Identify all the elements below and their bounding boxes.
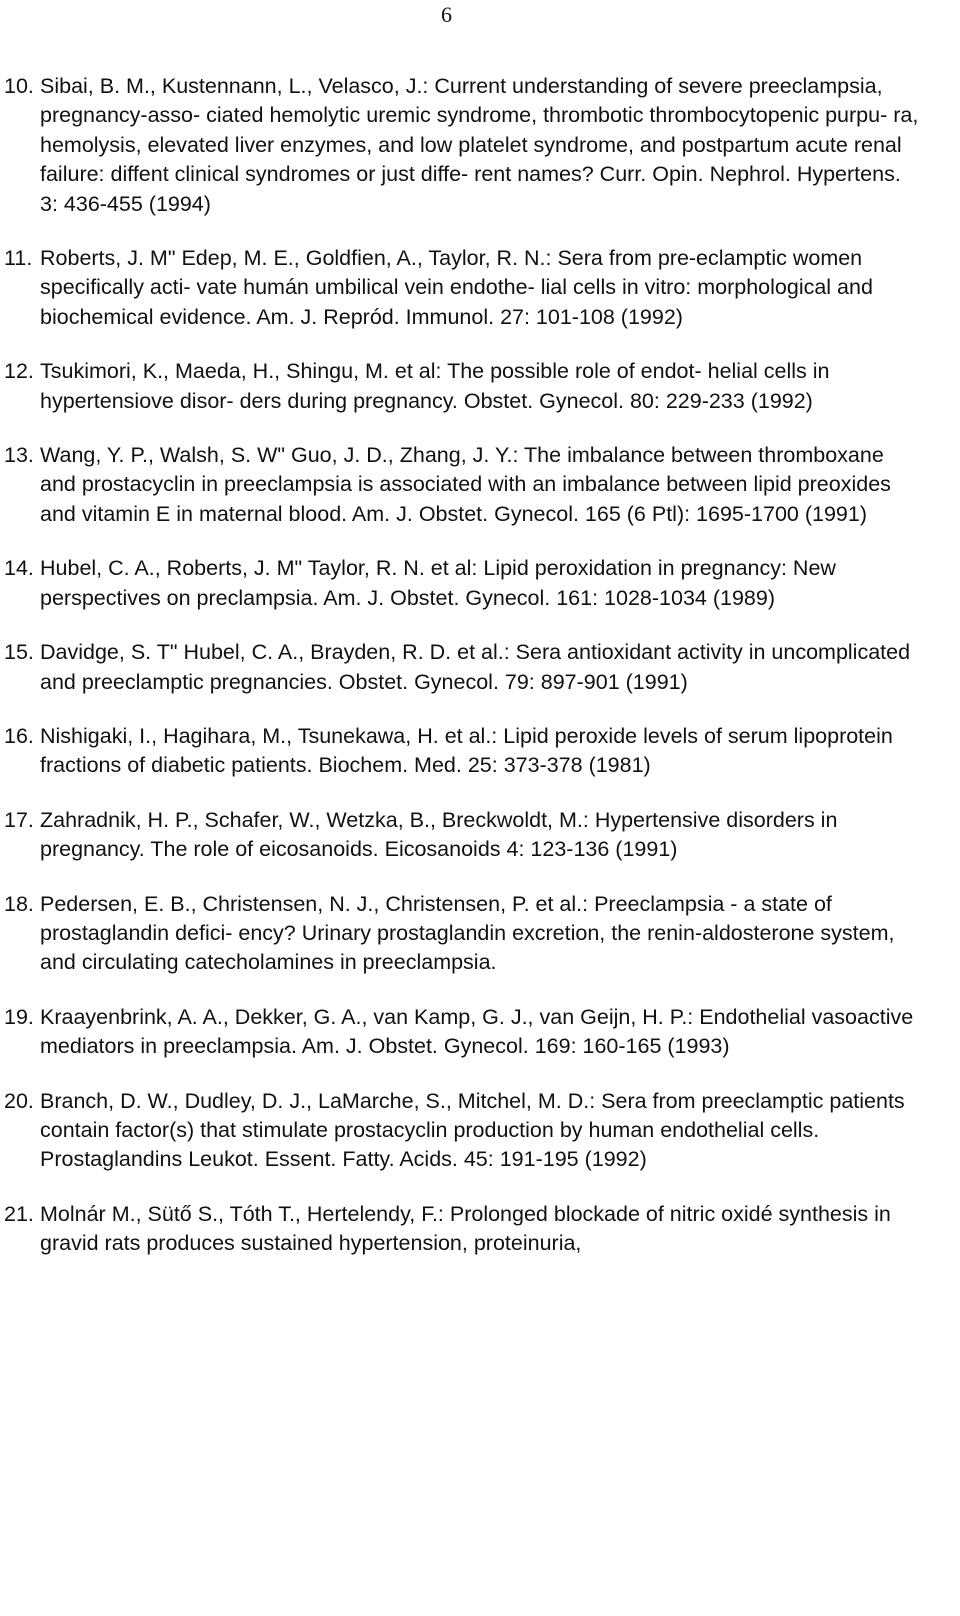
reference-text: Molnár M., Sütő S., Tóth T., Hertelendy, F.: Prolonged blockade of nitric oxidé synthesis in gravid rats produces sustained hypertension, proteinuria, — [40, 1201, 891, 1256]
reference-number: 10. — [4, 74, 34, 98]
reference-item — [0, 554, 920, 613]
reference-text: Branch, D. W., Dudley, D. J., LaMarche, S., Mitchel, M. D.: Sera from preeclamptic patients contain factor(s) that stimulate prostacyclin production by human endothelial cells. Prostaglandins Leukot. Essent. Fatty. Acids. 45: 191-195 (1992) — [40, 1088, 905, 1172]
reference-number: 17. — [4, 807, 34, 832]
reference-text: Hubel, C. A., Roberts, J. M" Taylor, R. N. et al: Lipid peroxidation in pregnancy: New perspectives on preclampsia. Am. J. Obstet. Gynecol. 161: 1028-1034 (1989) — [40, 556, 836, 610]
reference-text: Davidge, S. T" Hubel, C. A., Brayden, R. D. et al.: Sera antioxidant activity in uncomplicated and preeclamptic pregnancies. Obstet. Gynecol. 79: 897-901 (1991) — [40, 640, 911, 694]
reference-text: Tsukimori, K., Maeda, H., Shingu, M. et al: The possible role of endot- helial cells in hypertensiove disor- ders during pregnancy. Obstet. Gynecol. 80: 229-233 (1992) — [40, 359, 830, 413]
reference-number: 19. — [4, 1004, 34, 1029]
reference-number: 15. — [4, 640, 34, 665]
reference-number: 14. — [4, 556, 34, 581]
reference-number: 12. — [4, 359, 34, 384]
reference-number: 16. — [4, 723, 34, 748]
reference-text: Zahradnik, H. P., Schafer, W., Wetzka, B., Breckwoldt, M.: Hypertensive disorders in pregnancy. The role of eicosanoids. Eicosanoids 4: 123-136 (1991) — [40, 807, 838, 862]
reference-text: Sibai, B. M., Kustennann, L., Velasco, J.: Current understanding of severe preeclampsia, pregnancy-asso- ciated hemolytic uremic syndrome, thrombotic thrombocytopenic purpu- ra, hemolysis, elevated liver enzymes, and low platelet syndrome, and postpartum acute renal failure: diffent clinical syndromes or just diffe- rent names? Curr. Opin. Nephrol. Hypertens. 3: 436-455 (1994) — [40, 74, 919, 216]
reference-item — [0, 441, 920, 529]
reference-item — [0, 1087, 920, 1175]
reference-number: 21. — [4, 1201, 34, 1226]
reference-text: Pedersen, E. B., Christensen, N. J., Christensen, P. et al.: Preeclampsia - a state of prostaglandin defici- ency? Urinary prostaglandin excretion, the renin-aldosterone system, and circulating catecholamines in preeclampsia. — [40, 891, 895, 975]
reference-item — [0, 806, 920, 865]
reference-item — [0, 1200, 920, 1259]
page-number: 6 — [441, 2, 452, 27]
reference-item — [0, 722, 920, 781]
reference-text: Kraayenbrink, A. A., Dekker, G. A., van Kamp, G. J., van Geijn, H. P.: Endothelial vasoactive mediators in preeclampsia. Am. J. Obstet. Gynecol. 169: 160-165 (1993) — [40, 1004, 914, 1059]
reference-item — [0, 244, 920, 332]
reference-number: 18. — [4, 891, 34, 916]
reference-number: 20. — [4, 1088, 34, 1113]
reference-text: Roberts, J. M" Edep, M. E., Goldfien, A., Taylor, R. N.: Sera from pre-eclamptic women specifically acti- vate humán umbilical vein endothe- lial cells in vitro: morphological and biochemical evidence. Am. J. Repród. Immunol. 27: 101-108 (1992) — [40, 246, 873, 329]
reference-item — [0, 72, 920, 219]
reference-text: Nishigaki, I., Hagihara, M., Tsunekawa, H. et al.: Lipid peroxide levels of serum lipoprotein fractions of diabetic patients. Biochem. Med. 25: 373-378 (1981) — [40, 723, 893, 778]
reference-item — [0, 357, 920, 416]
reference-item — [0, 890, 920, 978]
reference-text: Wang, Y. P., Walsh, S. W" Guo, J. D., Zhang, J. Y.: The imbalance between thromboxane and prostacyclin in preeclampsia is associated with an imbalance between lipid preoxides and vitamin E in maternal blood. Am. J. Obstet. Gynecol. 165 (6 Ptl): 1695-1700 (1991) — [40, 443, 891, 526]
reference-item — [0, 638, 920, 697]
reference-item — [0, 1003, 920, 1062]
reference-number: 11. — [4, 246, 33, 271]
reference-list — [0, 72, 960, 1284]
reference-number: 13. — [4, 443, 34, 468]
